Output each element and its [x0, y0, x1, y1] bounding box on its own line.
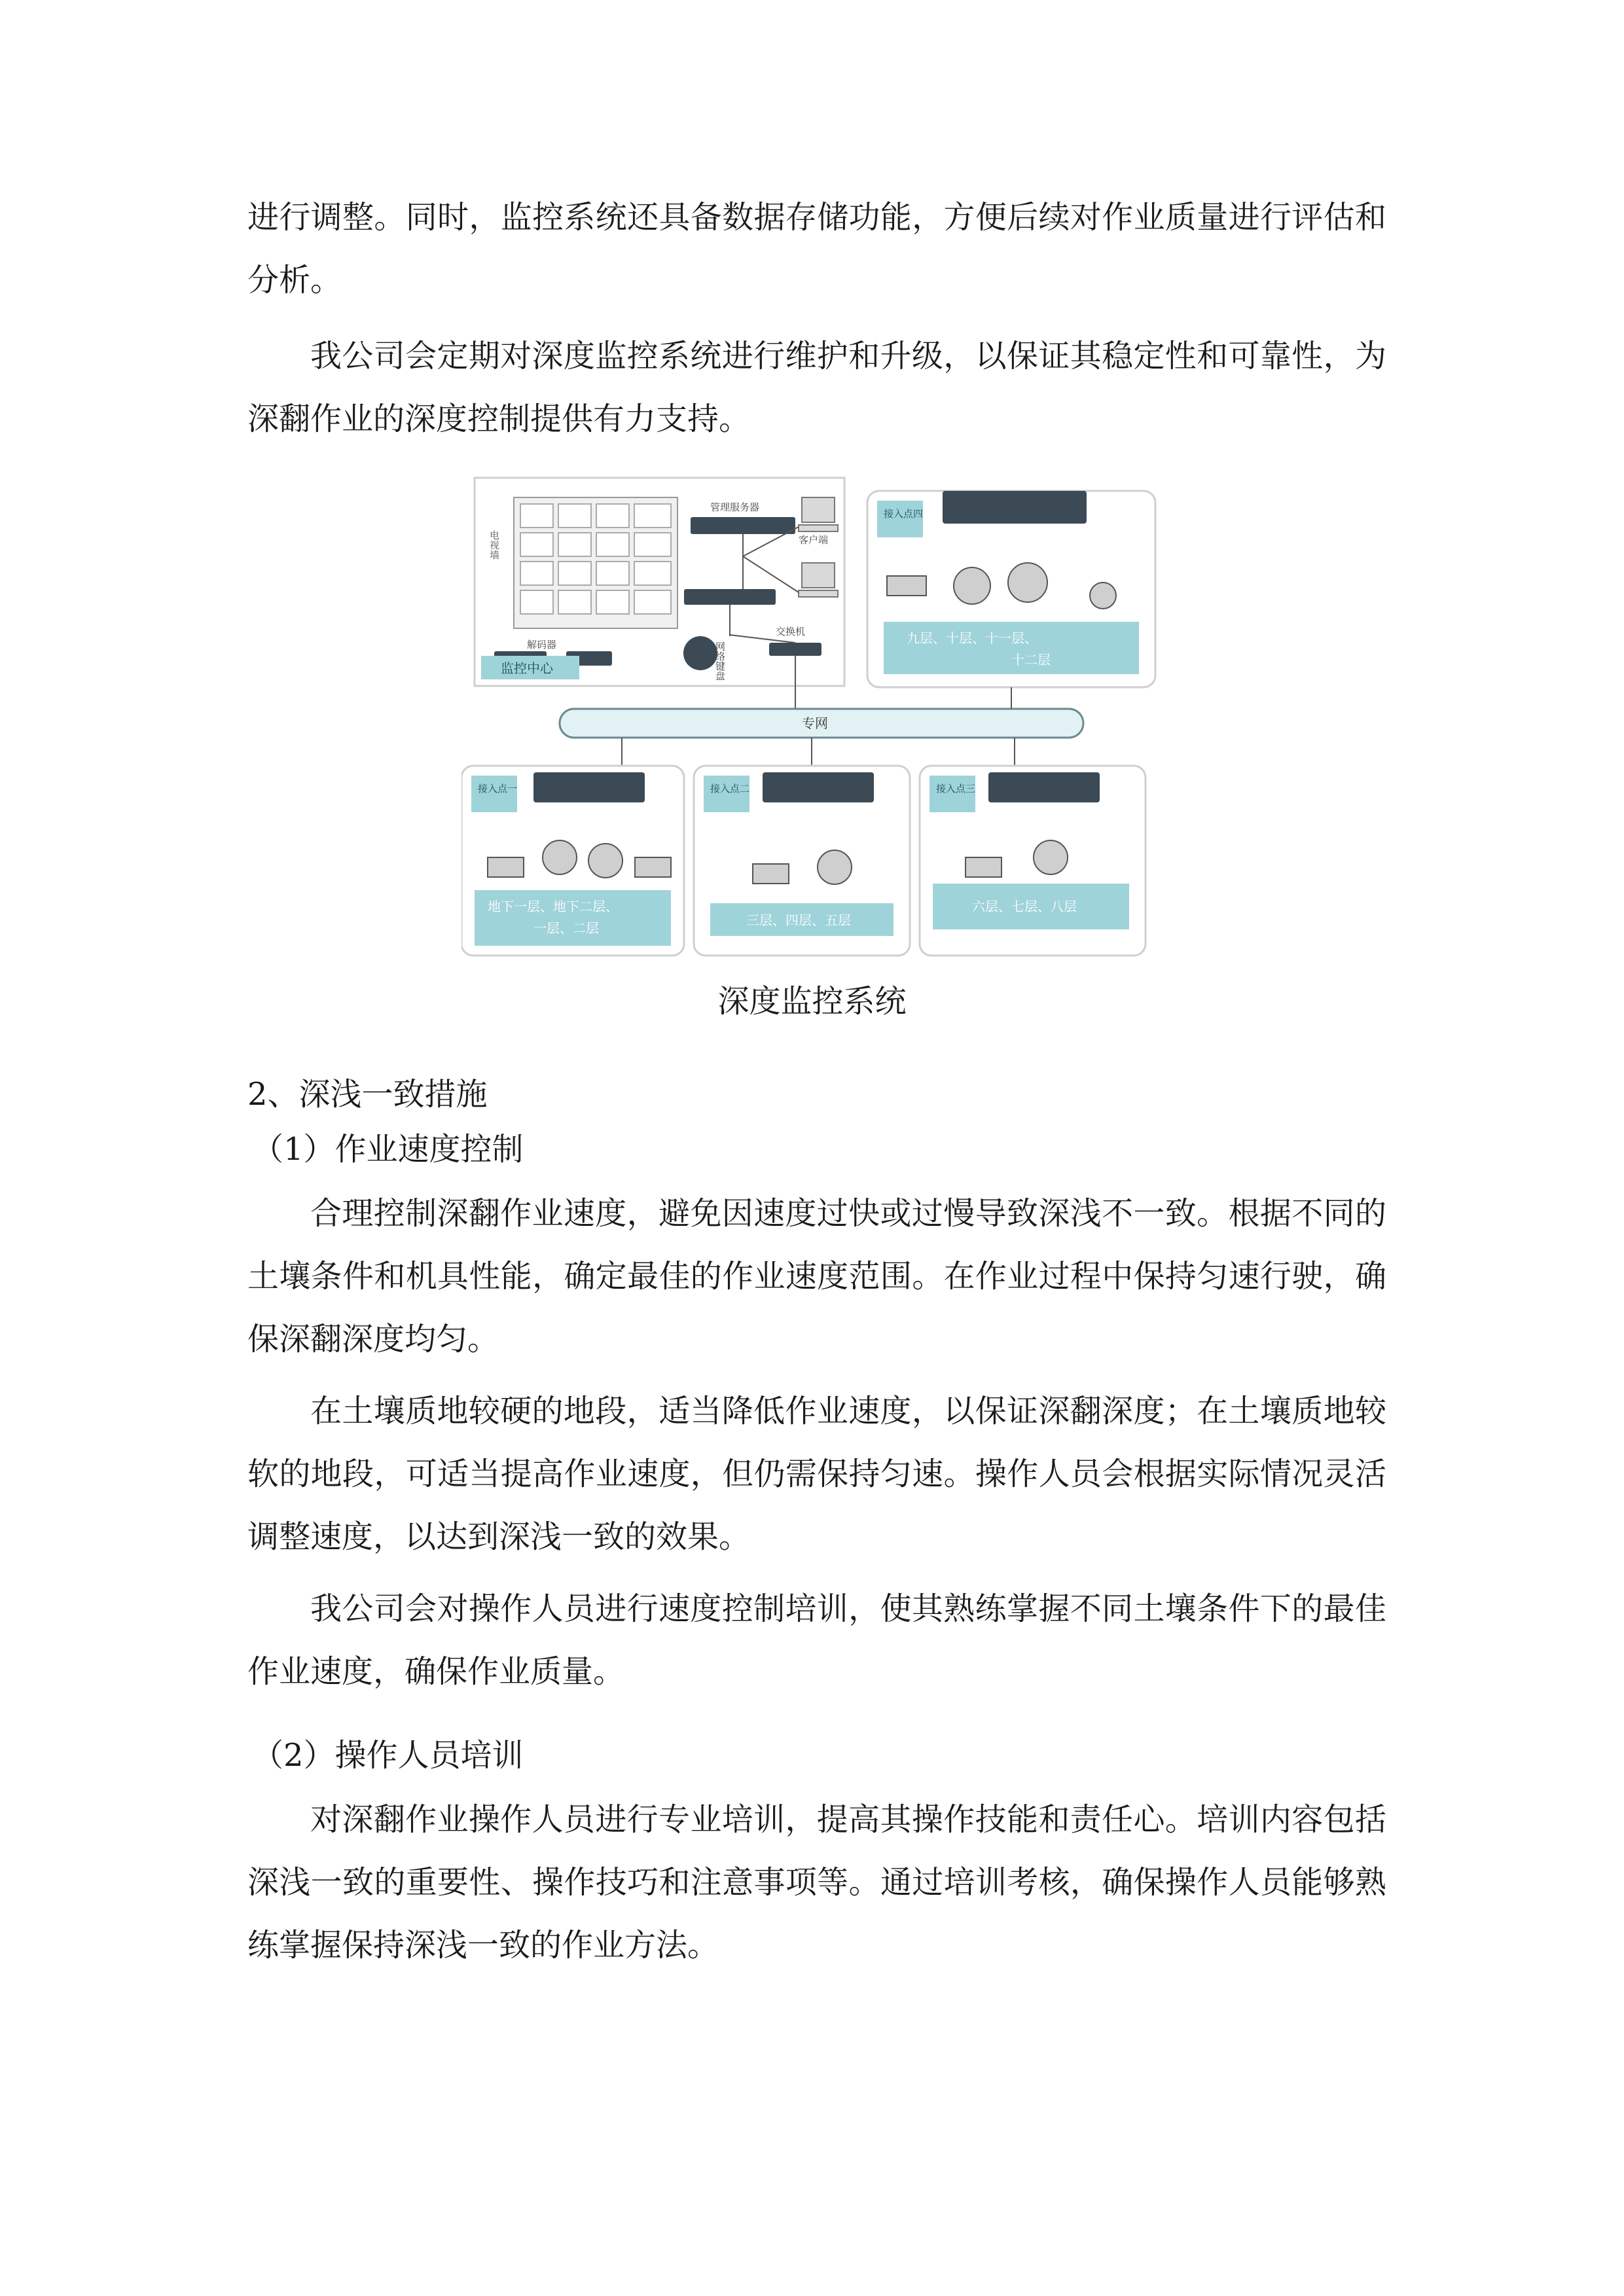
- figure-caption: 深度监控系统: [717, 983, 907, 1020]
- access-point-4-label: 接入点四: [884, 508, 924, 520]
- access-point-2-label: 接入点二: [710, 783, 750, 795]
- floors-2-label: 三层、四层、五层: [746, 912, 851, 928]
- tv-wall-label: 电视墙: [488, 530, 500, 560]
- control-center-label: 监控中心: [501, 660, 553, 676]
- paragraph-speed-control: 合理控制深翻作业速度，避免因速度过快或过慢导致深浅不一致。根据不同的土壤条件和机具性能，确定最佳的作业速度范围。在作业过程中保持匀速行驶，确保深翻深度均匀。: [247, 1195, 1386, 1357]
- floors-1-line1: 地下一层、地下二层、: [488, 899, 619, 914]
- mgmt-server-label: 管理服务器: [710, 501, 760, 513]
- subsection-heading-speed: （1）作业速度控制: [252, 1131, 524, 1168]
- access-point-2-switch: [763, 772, 874, 802]
- mgmt-server-icon: [691, 517, 795, 534]
- switch-icon: [769, 643, 821, 656]
- section-heading: 2、深浅一致措施: [247, 1076, 488, 1113]
- keyboard-label: 网络键盘: [714, 641, 726, 681]
- paragraph-monitor-storage: 进行调整。同时，监控系统还具备数据存储功能，方便后续对作业质量进行评估和分析。: [247, 199, 1386, 298]
- switch-icon-center: [684, 589, 776, 605]
- decoder-label: 解码器: [527, 639, 557, 651]
- subsection-heading-training: （2）操作人员培训: [252, 1737, 524, 1774]
- client-label: 客户端: [799, 534, 829, 546]
- floors-1-line2: 一层、二层: [533, 920, 599, 936]
- access-point-4-switch: [943, 491, 1087, 524]
- network-label: 专网: [802, 715, 828, 731]
- access-point-3-label: 接入点三: [936, 783, 976, 795]
- keyboard-icon: [683, 636, 717, 670]
- paragraph-maintenance: 我公司会定期对深度监控系统进行维护和升级，以保证其稳定性和可靠性，为深翻作业的深度控制提供有力支持。: [247, 338, 1386, 437]
- access-point-1-label: 接入点一: [478, 783, 518, 795]
- tv-wall: [514, 497, 677, 628]
- paragraph-operator-training: 对深翻作业操作人员进行专业培训，提高其操作技能和责任心。培训内容包括深浅一致的重要性、操作技巧和注意事项等。通过培训考核，确保操作人员能够熟练掌握保持深浅一致的作业方法。: [247, 1801, 1386, 1964]
- floors-4-line2: 十二层: [1011, 652, 1051, 668]
- paragraph-speed-training: 我公司会对操作人员进行速度控制培训，使其熟练掌握不同土壤条件下的最佳作业速度，确保作业质量。: [247, 1590, 1386, 1690]
- paragraph-soil-speed: 在土壤质地较硬的地段，适当降低作业速度，以保证深翻深度；在土壤质地较软的地段，可适当提高作业速度，但仍需保持匀速。操作人员会根据实际情况灵活调整速度，以达到深浅一致的效果。: [247, 1393, 1386, 1555]
- switch-label: 交换机: [776, 626, 806, 637]
- floors-3-label: 六层、七层、八层: [972, 899, 1077, 914]
- access-point-1-switch: [533, 772, 645, 802]
- floors-4-line1: 九层、十层、十一层、: [907, 630, 1038, 646]
- monitoring-system-diagram: [461, 471, 1168, 969]
- access-point-3-switch: [988, 772, 1100, 802]
